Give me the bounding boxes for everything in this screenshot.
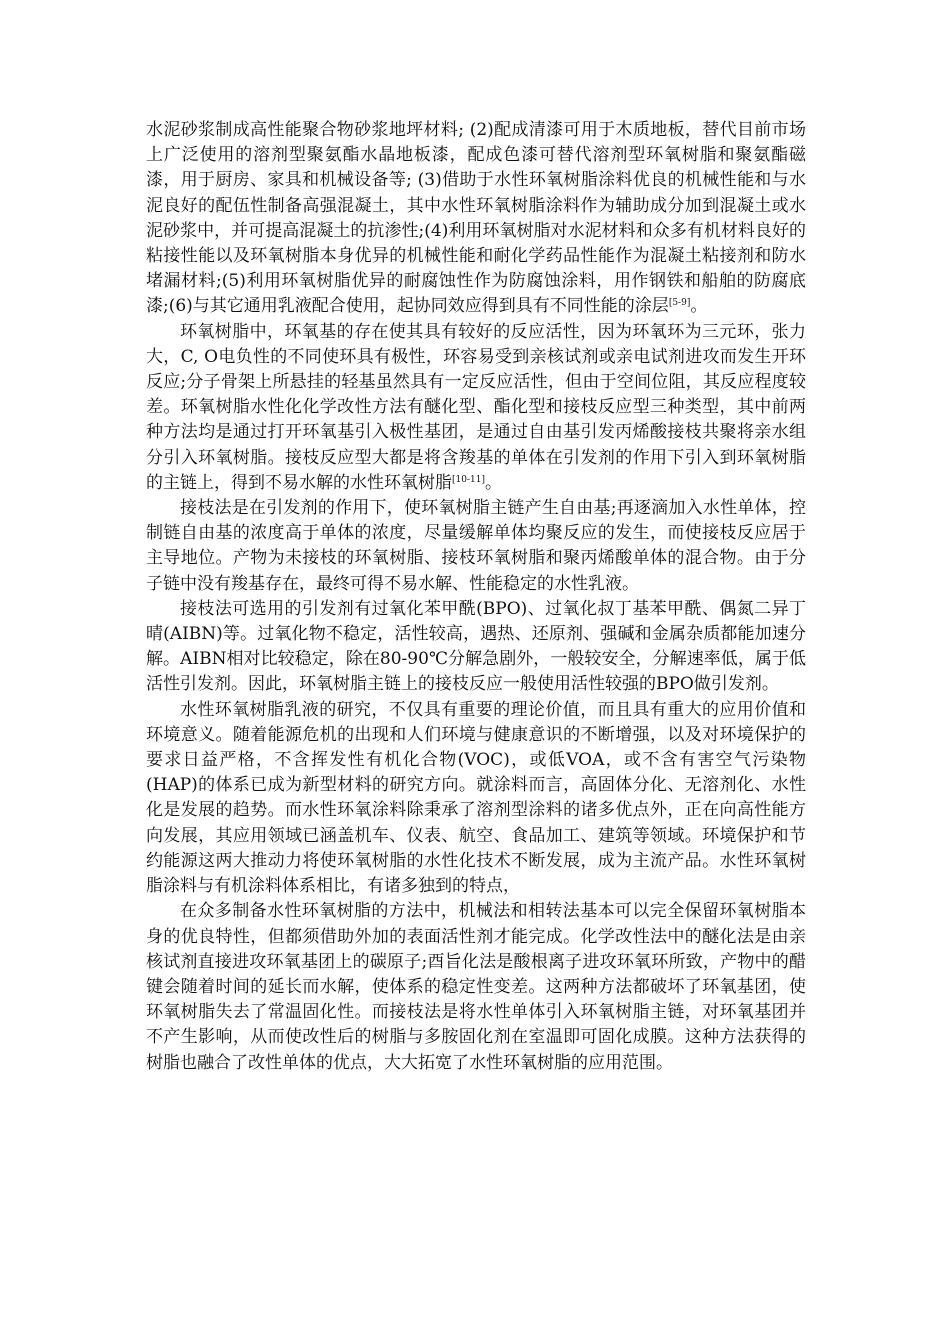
paragraph-text: 在众多制备水性环氧树脂的方法中，机械法和相转法基本可以完全保留环氧树脂本身的优良特性，但都须借助外加的表面活性剂才能完成。化学改性法中的醚化法是由亲核试剂直接进攻环氧基团上的碳原子;酉旨化法是酸根离子进攻环氧环所致，产物中的醋键会随着时间的延长而水解，使体系的稳定性变差。这两种方法都破坏了环氧基团，使环氧树脂失去了常温固化性。而接枝法是将水性单体引入环氧树脂主链，对环氧基团并不产生影响，从而使改性后的树脂与多胺固化剂在室温即可固化成膜。这种方法获得的树脂也融合了改性单体的优点，大大拓宽了水性环氧树脂的应用范围。: [146, 901, 806, 1073]
paragraph-tail: 。: [484, 472, 502, 493]
paragraph-3: [146, 496, 806, 597]
paragraph-6: [146, 899, 806, 1075]
paragraph-tail: 。: [690, 296, 708, 317]
paragraph-text: 接枝法是在引发剂的作用下，使环氧树脂主链产生自由基;再逐滴加入水性单体，控制链自由基的浓度高于单体的浓度，尽量缓解单体均聚反应的发生，而使接枝反应居于主导地位。产物为未接枝的环氧树脂、接枝环氧树脂和聚丙烯酸单体的混合物。由于分子链中没有羧基存在，最终可得不易水解、性能稳定的水性乳液。: [146, 498, 806, 594]
paragraph-2: [146, 320, 806, 496]
citation-ref: [5-9]: [668, 298, 691, 309]
paragraph-text: 水泥砂浆制成高性能聚合物砂浆地坪材料; (2)配成清漆可用于木质地板，替代目前市场上广泛使用的溶剂型聚氨酯水晶地板漆，配成色漆可替代溶剂型环氧树脂和聚氨酯磁漆，用于厨房、家具和机械设备等; (3)借助于水性环氧树脂涂料优良的机械性能和与水泥良好的配伍性制备高强混凝土，其中水性环氧树脂涂料作为辅助成分加到混凝土或水泥砂浆中，并可提高混凝土的抗渗性;(4)利用环氧树脂对水泥材料和众多有机材料良好的粘接性能以及环氧树脂本身优异的机械性能和耐化学药品性能作为混凝土粘接剂和防水堵漏材料;(5)利用环氧树脂优异的耐腐蚀性作为防腐蚀涂料，用作钢铁和船舶的防腐底漆;(6)与其它通用乳液配合使用，起协同效应得到具有不同性能的涂层: [146, 120, 806, 317]
document-body: [146, 118, 806, 1076]
citation-ref: [10-11]: [452, 474, 485, 485]
paragraph-text: 水性环氧树脂乳液的研究，不仅具有重要的理论价值，而且具有重大的应用价值和环境意义。随着能源危机的出现和人们环境与健康意识的不断增强，以及对环境保护的要求日益严格，不含挥发性有机化合物(VOC)，或低VOA，或不含有害空气污染物(HAP)的体系已成为新型材料的研究方向。就涂料而言，高固体分化、无溶剂化、水性化是发展的趋势。而水性环氧涂料除秉承了溶剂型涂料的诸多优点外，正在向高性能方向发展，其应用领域已涵盖机车、仪表、航空、食品加工、建筑等领域。环境保护和节约能源这两大推动力将使环氧树脂的水性化技术不断发展，成为主流产品。水性环氧树脂涂料与有机涂料体系相比，有诸多独到的特点，: [146, 699, 806, 897]
paragraph-4: [146, 597, 806, 698]
paragraph-1: [146, 118, 806, 320]
paragraph-text: 环氧树脂中，环氧基的存在使其具有较好的反应活性，因为环氧环为三元环，张力大，C, O电负性的不同使环具有极性，环容易受到亲核试剂或亲电试剂进攻而发生开环反应;分子骨架上所悬挂的轻基虽然具有一定反应活性，但由于空间位阻，其反应程度较差。环氧树脂水性化化学改性方法有醚化型、酯化型和接枝反应型三种类型，其中前两种方法均是通过打开环氧基引入极性基团，是通过自由基引发丙烯酸接枝共聚将亲水组分引入环氧树脂。接枝反应型大都是将含羧基的单体在引发剂的作用下引入到环氧树脂的主链上，得到不易水解的水性环氧树脂: [146, 321, 806, 493]
paragraph-5: [146, 698, 806, 900]
paragraph-text: 接枝法可选用的引发剂有过氧化苯甲酰(BPO)、过氧化叔丁基苯甲酰、偶氮二异丁晴(AIBN)等。过氧化物不稳定，活性较高，遇热、还原剂、强碱和金属杂质都能加速分解。AIBN相对比较稳定，除在80-90℃分解急剧外，一般较安全，分解速率低，属于低活性引发剂。因此，环氧树脂主链上的接枝反应一般使用活性较强的BPO做引发剂。: [146, 598, 806, 695]
